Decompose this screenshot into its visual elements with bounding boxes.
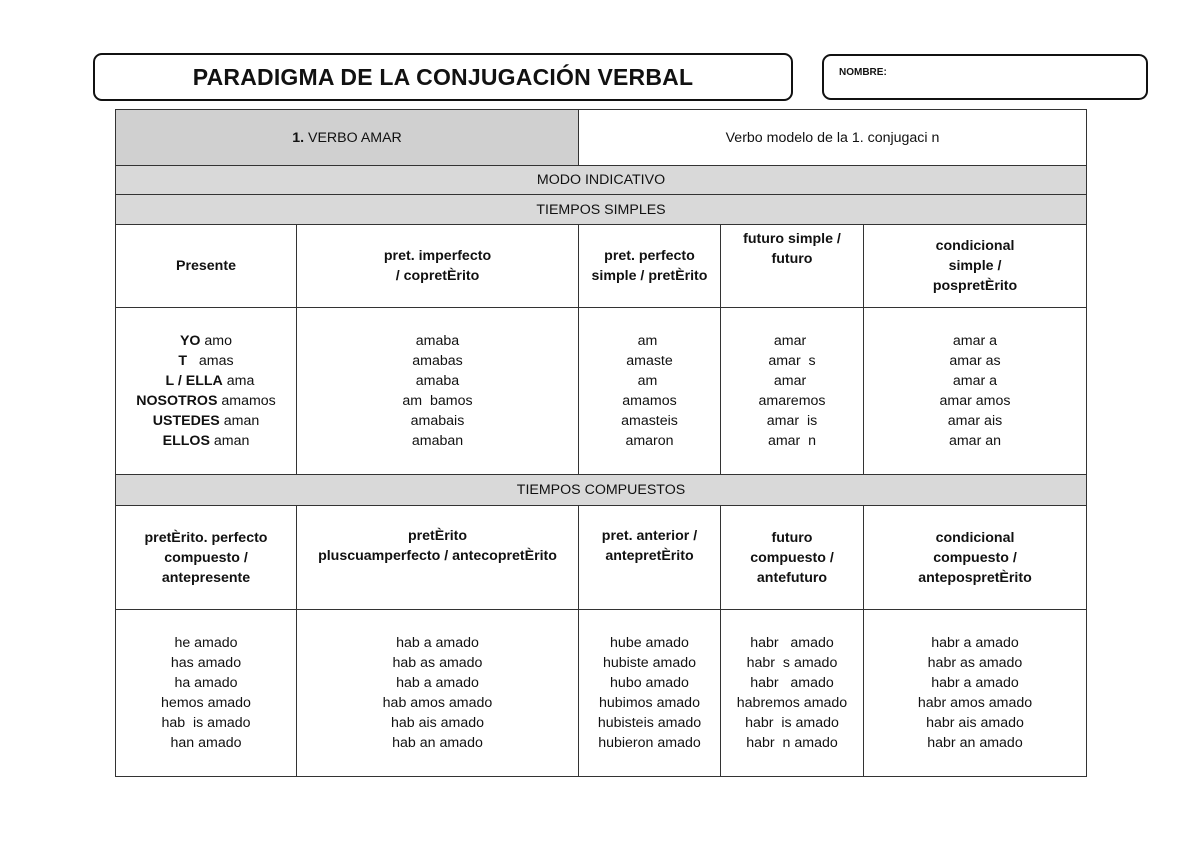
conjugated-form: amar amos [939, 393, 1011, 409]
tense-header-pluscuamperfecto [297, 506, 579, 610]
conjugated-form: amaremos [758, 393, 826, 409]
compound-tenses-header: TIEMPOS COMPUESTOS [116, 475, 1087, 506]
verb-form: amo [204, 333, 233, 349]
conjugated-form: am bamos [402, 393, 473, 409]
conjugated-form: hab as amado [392, 655, 483, 671]
pronoun: YO [179, 333, 201, 349]
tense-header-label: pretÈrito pluscuamperfecto / antecopretÈrito [318, 528, 557, 564]
conjugated-form: amaron [625, 433, 674, 449]
conjugated-form: habr amos amado [917, 695, 1033, 711]
tense-header-presente: Presente [116, 225, 297, 308]
conjugated-form: habr n amado [746, 735, 838, 751]
verb-form: ama [226, 373, 255, 389]
tense-header-label: condicional simple / pospretÈrito [932, 238, 1018, 294]
tense-header-label: pret. perfecto simple / pretÈrito [591, 248, 708, 284]
conjugated-form: amaba [415, 373, 460, 389]
mode-indicativo-header: MODO INDICATIVO [116, 166, 1087, 195]
forms-pluscuamperfecto [297, 610, 579, 777]
tense-header-futuro-compuesto [721, 506, 864, 610]
conjugated-form: amar an [948, 433, 1002, 449]
conjugated-form: amar is [766, 413, 818, 429]
conjugated-form: amar [773, 373, 811, 389]
conjugated-form: hemos amado [161, 695, 251, 711]
person-form-row [118, 431, 294, 451]
conjugated-form: hab is amado [161, 715, 251, 731]
conjugated-form: amar s [768, 353, 816, 369]
conjugated-form: hab a amado [396, 675, 479, 691]
tense-header-condicional-simple [864, 225, 1087, 308]
person-forms-presente [116, 308, 297, 475]
tense-header-label: futuro compuesto / antefuturo [750, 529, 834, 586]
verb-name-cell [116, 110, 579, 166]
verb-form: aman [223, 413, 260, 429]
conjugated-form: hab a amado [396, 635, 479, 651]
conjugated-form: hubimos amado [599, 695, 700, 711]
conjugated-form: am [637, 333, 662, 349]
model-verb-note: Verbo modelo de la 1. conjugaci n [579, 110, 1087, 166]
conjugated-form: has amado [170, 655, 242, 671]
verb-number: 1. [292, 129, 305, 146]
conjugated-form: habr ais amado [926, 715, 1024, 731]
forms-condicional-compuesto [864, 610, 1087, 777]
conjugated-form: am [637, 373, 662, 389]
simple-tenses-header: TIEMPOS SIMPLES [116, 195, 1087, 225]
forms-anterior [579, 610, 721, 777]
conjugated-form: habr is amado [745, 715, 839, 731]
conjugated-form: hab amos amado [382, 695, 493, 711]
conjugated-form: habremos amado [736, 695, 848, 711]
conjugated-form: habr a amado [931, 635, 1019, 651]
conjugated-form: hubieron amado [598, 735, 701, 751]
conjugation-table [115, 109, 1087, 777]
person-form-row [118, 351, 294, 371]
verb-form: amas [198, 353, 234, 369]
tense-header-perfecto-simple [579, 225, 721, 308]
conjugated-form: amaba [415, 333, 460, 349]
tense-header-label: futuro simple / futuro [743, 231, 841, 267]
name-field[interactable] [822, 54, 1148, 100]
pronoun: NOSOTROS [136, 393, 218, 409]
forms-futuro-compuesto [721, 610, 864, 777]
conjugated-form: hab ais amado [390, 715, 485, 731]
forms-imperfecto [297, 308, 579, 475]
pronoun: ELLOS [162, 433, 210, 449]
conjugated-form: amaste [626, 353, 673, 369]
tense-header-label: pret. anterior / antepretÈrito [601, 528, 698, 564]
conjugated-form: amar ais [947, 413, 1003, 429]
conjugated-form: han amado [170, 735, 242, 751]
page-title: PARADIGMA DE LA CONJUGACIÓN VERBAL [93, 53, 793, 101]
forms-condicional-simple [864, 308, 1087, 475]
tense-header-futuro-simple [721, 225, 864, 308]
verb-form: amamos [221, 393, 276, 409]
tense-header-condicional-compuesto [864, 506, 1087, 610]
tense-header-imperfecto [297, 225, 579, 308]
verb-name: VERBO AMAR [307, 129, 402, 146]
conjugated-form: amasteis [621, 413, 678, 429]
conjugated-form: amar a [952, 373, 998, 389]
conjugated-form: ha amado [174, 675, 238, 691]
tense-header-anterior [579, 506, 721, 610]
conjugated-form: habr amado [750, 675, 834, 691]
forms-futuro-simple [721, 308, 864, 475]
conjugated-form: hab an amado [392, 735, 483, 751]
conjugated-form: hubisteis amado [597, 715, 702, 731]
person-form-row [118, 391, 294, 411]
verb-form: aman [213, 433, 250, 449]
conjugated-form: amabais [410, 413, 465, 429]
conjugated-form: habr amado [750, 635, 834, 651]
conjugated-form: hubiste amado [602, 655, 697, 671]
conjugated-form: habr an amado [927, 735, 1023, 751]
forms-perfecto-simple [579, 308, 721, 475]
conjugated-form: habr as amado [927, 655, 1023, 671]
conjugated-form: hube amado [610, 635, 689, 651]
conjugated-form: amar n [767, 433, 817, 449]
tense-header-perfecto-compuesto [116, 506, 297, 610]
conjugated-form: habr a amado [931, 675, 1019, 691]
conjugated-form: amaban [411, 433, 464, 449]
person-form-row [118, 411, 294, 431]
person-form-row [118, 331, 294, 351]
conjugated-form: hubo amado [610, 675, 689, 691]
conjugated-form: amamos [622, 393, 677, 409]
pronoun: T [178, 353, 195, 369]
pronoun: USTEDES [152, 413, 220, 429]
name-label: NOMBRE: [839, 67, 887, 78]
tense-header-label: pretÈrito. perfecto compuesto / antepresente [144, 529, 268, 586]
tense-header-label: condicional compuesto / antepospretÈrito [918, 529, 1032, 586]
conjugated-form: habr s amado [746, 655, 838, 671]
pronoun: L / ELLA [157, 373, 223, 389]
conjugated-form: amar [773, 333, 811, 349]
conjugated-form: amar a [952, 333, 998, 349]
conjugated-form: amabas [412, 353, 463, 369]
person-form-row [118, 371, 294, 391]
tense-header-label: pret. imperfecto / copretÈrito [383, 248, 492, 284]
conjugated-form: he amado [174, 635, 238, 651]
conjugated-form: amar as [949, 353, 1001, 369]
forms-perfecto-compuesto [116, 610, 297, 777]
